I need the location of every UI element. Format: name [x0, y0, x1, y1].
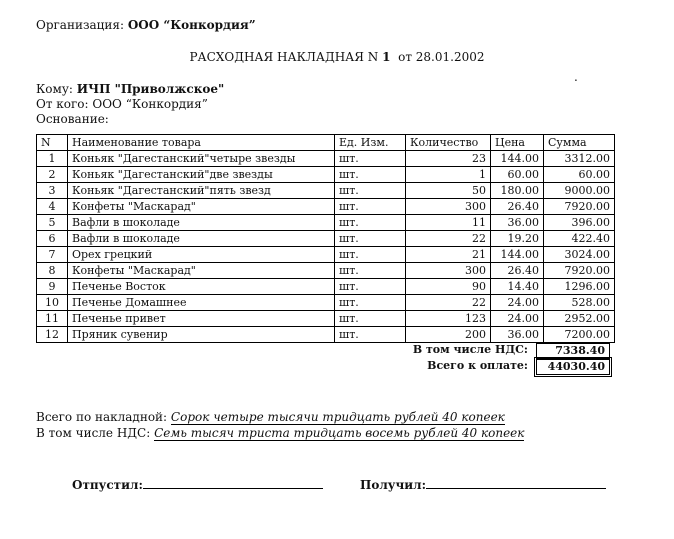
table-cell: 2952.00: [544, 311, 615, 327]
table-cell: 19.20: [491, 231, 544, 247]
table-cell: 11: [406, 215, 491, 231]
table-cell: 26.40: [491, 199, 544, 215]
table-cell: 36.00: [491, 215, 544, 231]
table-cell: 26.40: [491, 263, 544, 279]
table-cell: 7: [37, 247, 68, 263]
column-header: Количество: [406, 135, 491, 151]
table-cell: шт.: [335, 279, 406, 295]
table-cell: 144.00: [491, 247, 544, 263]
table-cell: Конфеты "Маскарад": [68, 263, 335, 279]
table-row: [37, 231, 615, 247]
table-cell: 12: [37, 327, 68, 343]
released-signature: [72, 477, 323, 492]
table-body: [37, 151, 615, 343]
document-number: 1: [382, 50, 391, 64]
vat-total-label: В том числе НДС:: [412, 343, 528, 356]
recipient-label: Кому:: [36, 82, 73, 96]
table-cell: шт.: [335, 167, 406, 183]
table-row: [37, 199, 615, 215]
table-cell: 5: [37, 215, 68, 231]
table-cell: 1: [37, 151, 68, 167]
table-cell: шт.: [335, 231, 406, 247]
table-cell: 60.00: [491, 167, 544, 183]
table-row: [37, 167, 615, 183]
vat-total-value: 7338.40: [536, 343, 610, 359]
table-cell: 60.00: [544, 167, 615, 183]
table-cell: Печенье Домашнее: [68, 295, 335, 311]
received-label: Получил:: [360, 478, 427, 492]
table-row: [37, 183, 615, 199]
table-cell: 123: [406, 311, 491, 327]
organization-label: Организация:: [36, 18, 124, 32]
table-cell: шт.: [335, 263, 406, 279]
table-cell: шт.: [335, 327, 406, 343]
table-row: [37, 295, 615, 311]
table-cell: 22: [406, 295, 491, 311]
table-cell: Коньяк "Дагестанский"две звезды: [68, 167, 335, 183]
table-cell: 21: [406, 247, 491, 263]
table-cell: 7200.00: [544, 327, 615, 343]
table-cell: шт.: [335, 295, 406, 311]
table-cell: 50: [406, 183, 491, 199]
vat-in-words-line: [36, 426, 524, 440]
table-row: [37, 311, 615, 327]
received-signature-line: [426, 477, 606, 489]
table-row: [37, 247, 615, 263]
table-cell: 23: [406, 151, 491, 167]
table-cell: Печенье Восток: [68, 279, 335, 295]
table-cell: 7920.00: [544, 199, 615, 215]
document-title: [0, 50, 674, 64]
table-cell: 90: [406, 279, 491, 295]
table-cell: шт.: [335, 199, 406, 215]
total-in-words-text: Сорок четыре тысячи тридцать рублей 40 копеек: [170, 410, 505, 424]
table-cell: шт.: [335, 247, 406, 263]
table-cell: 528.00: [544, 295, 615, 311]
table-cell: 2: [37, 167, 68, 183]
total-in-words-line: [36, 410, 505, 424]
table-cell: 1: [406, 167, 491, 183]
table-cell: 4: [37, 199, 68, 215]
table-cell: 7920.00: [544, 263, 615, 279]
table-cell: 3: [37, 183, 68, 199]
table-cell: 180.00: [491, 183, 544, 199]
released-label: Отпустил:: [72, 478, 143, 492]
column-header: Ед. Изм.: [335, 135, 406, 151]
table-cell: Печенье привет: [68, 311, 335, 327]
column-header: Сумма: [544, 135, 615, 151]
table-cell: шт.: [335, 311, 406, 327]
title-text: РАСХОДНАЯ НАКЛАДНАЯ N: [189, 50, 379, 64]
table-row: [37, 215, 615, 231]
table-cell: шт.: [335, 151, 406, 167]
basis-line: Основание:: [36, 112, 109, 126]
table-cell: 3312.00: [544, 151, 615, 167]
table-cell: 8: [37, 263, 68, 279]
grand-total-value: 44030.40: [536, 359, 610, 375]
vat-in-words-label: В том числе НДС:: [36, 426, 151, 440]
column-header: N: [37, 135, 68, 151]
table-cell: Коньяк "Дагестанский"четыре звезды: [68, 151, 335, 167]
table-row: [37, 327, 615, 343]
table-cell: 36.00: [491, 327, 544, 343]
recipient-line: [36, 82, 224, 96]
table-row: [37, 279, 615, 295]
stray-dot: .: [574, 70, 578, 84]
table-cell: 9000.00: [544, 183, 615, 199]
column-header: Наименование товара: [68, 135, 335, 151]
grand-total-label: Всего к оплате:: [427, 359, 528, 372]
total-in-words-label: Всего по накладной:: [36, 410, 168, 424]
table-cell: 300: [406, 199, 491, 215]
column-header: Цена: [491, 135, 544, 151]
table-cell: Вафли в шоколаде: [68, 231, 335, 247]
table-cell: Коньяк "Дагестанский"пять звезд: [68, 183, 335, 199]
released-signature-line: [143, 477, 323, 489]
table-header-row: [37, 135, 615, 151]
recipient-name: ИЧП "Приволжское": [76, 82, 225, 96]
table-cell: 6: [37, 231, 68, 247]
organization-name: ООО “Конкордия”: [127, 18, 256, 32]
table-cell: 200: [406, 327, 491, 343]
table-cell: Пряник сувенир: [68, 327, 335, 343]
table-row: [37, 151, 615, 167]
table-cell: 300: [406, 263, 491, 279]
table-cell: 14.40: [491, 279, 544, 295]
table-cell: 422.40: [544, 231, 615, 247]
vat-in-words-text: Семь тысяч триста тридцать восемь рублей 40 копеек: [154, 426, 525, 440]
table-cell: 396.00: [544, 215, 615, 231]
table-cell: 11: [37, 311, 68, 327]
table-cell: 10: [37, 295, 68, 311]
table-cell: шт.: [335, 215, 406, 231]
table-cell: 144.00: [491, 151, 544, 167]
table-cell: 1296.00: [544, 279, 615, 295]
table-cell: Орех грецкий: [68, 247, 335, 263]
table-cell: 24.00: [491, 311, 544, 327]
document-date: от 28.01.2002: [398, 50, 485, 64]
table-cell: Конфеты "Маскарад": [68, 199, 335, 215]
sender-line: От кого: ООО “Конкордия”: [36, 97, 208, 111]
table-cell: Вафли в шоколаде: [68, 215, 335, 231]
table-cell: 24.00: [491, 295, 544, 311]
table-cell: 22: [406, 231, 491, 247]
received-signature: [360, 477, 606, 492]
table-cell: 9: [37, 279, 68, 295]
table-row: [37, 263, 615, 279]
items-table: [36, 134, 615, 343]
table-cell: 3024.00: [544, 247, 615, 263]
table-cell: шт.: [335, 183, 406, 199]
organization-line: [36, 18, 256, 32]
